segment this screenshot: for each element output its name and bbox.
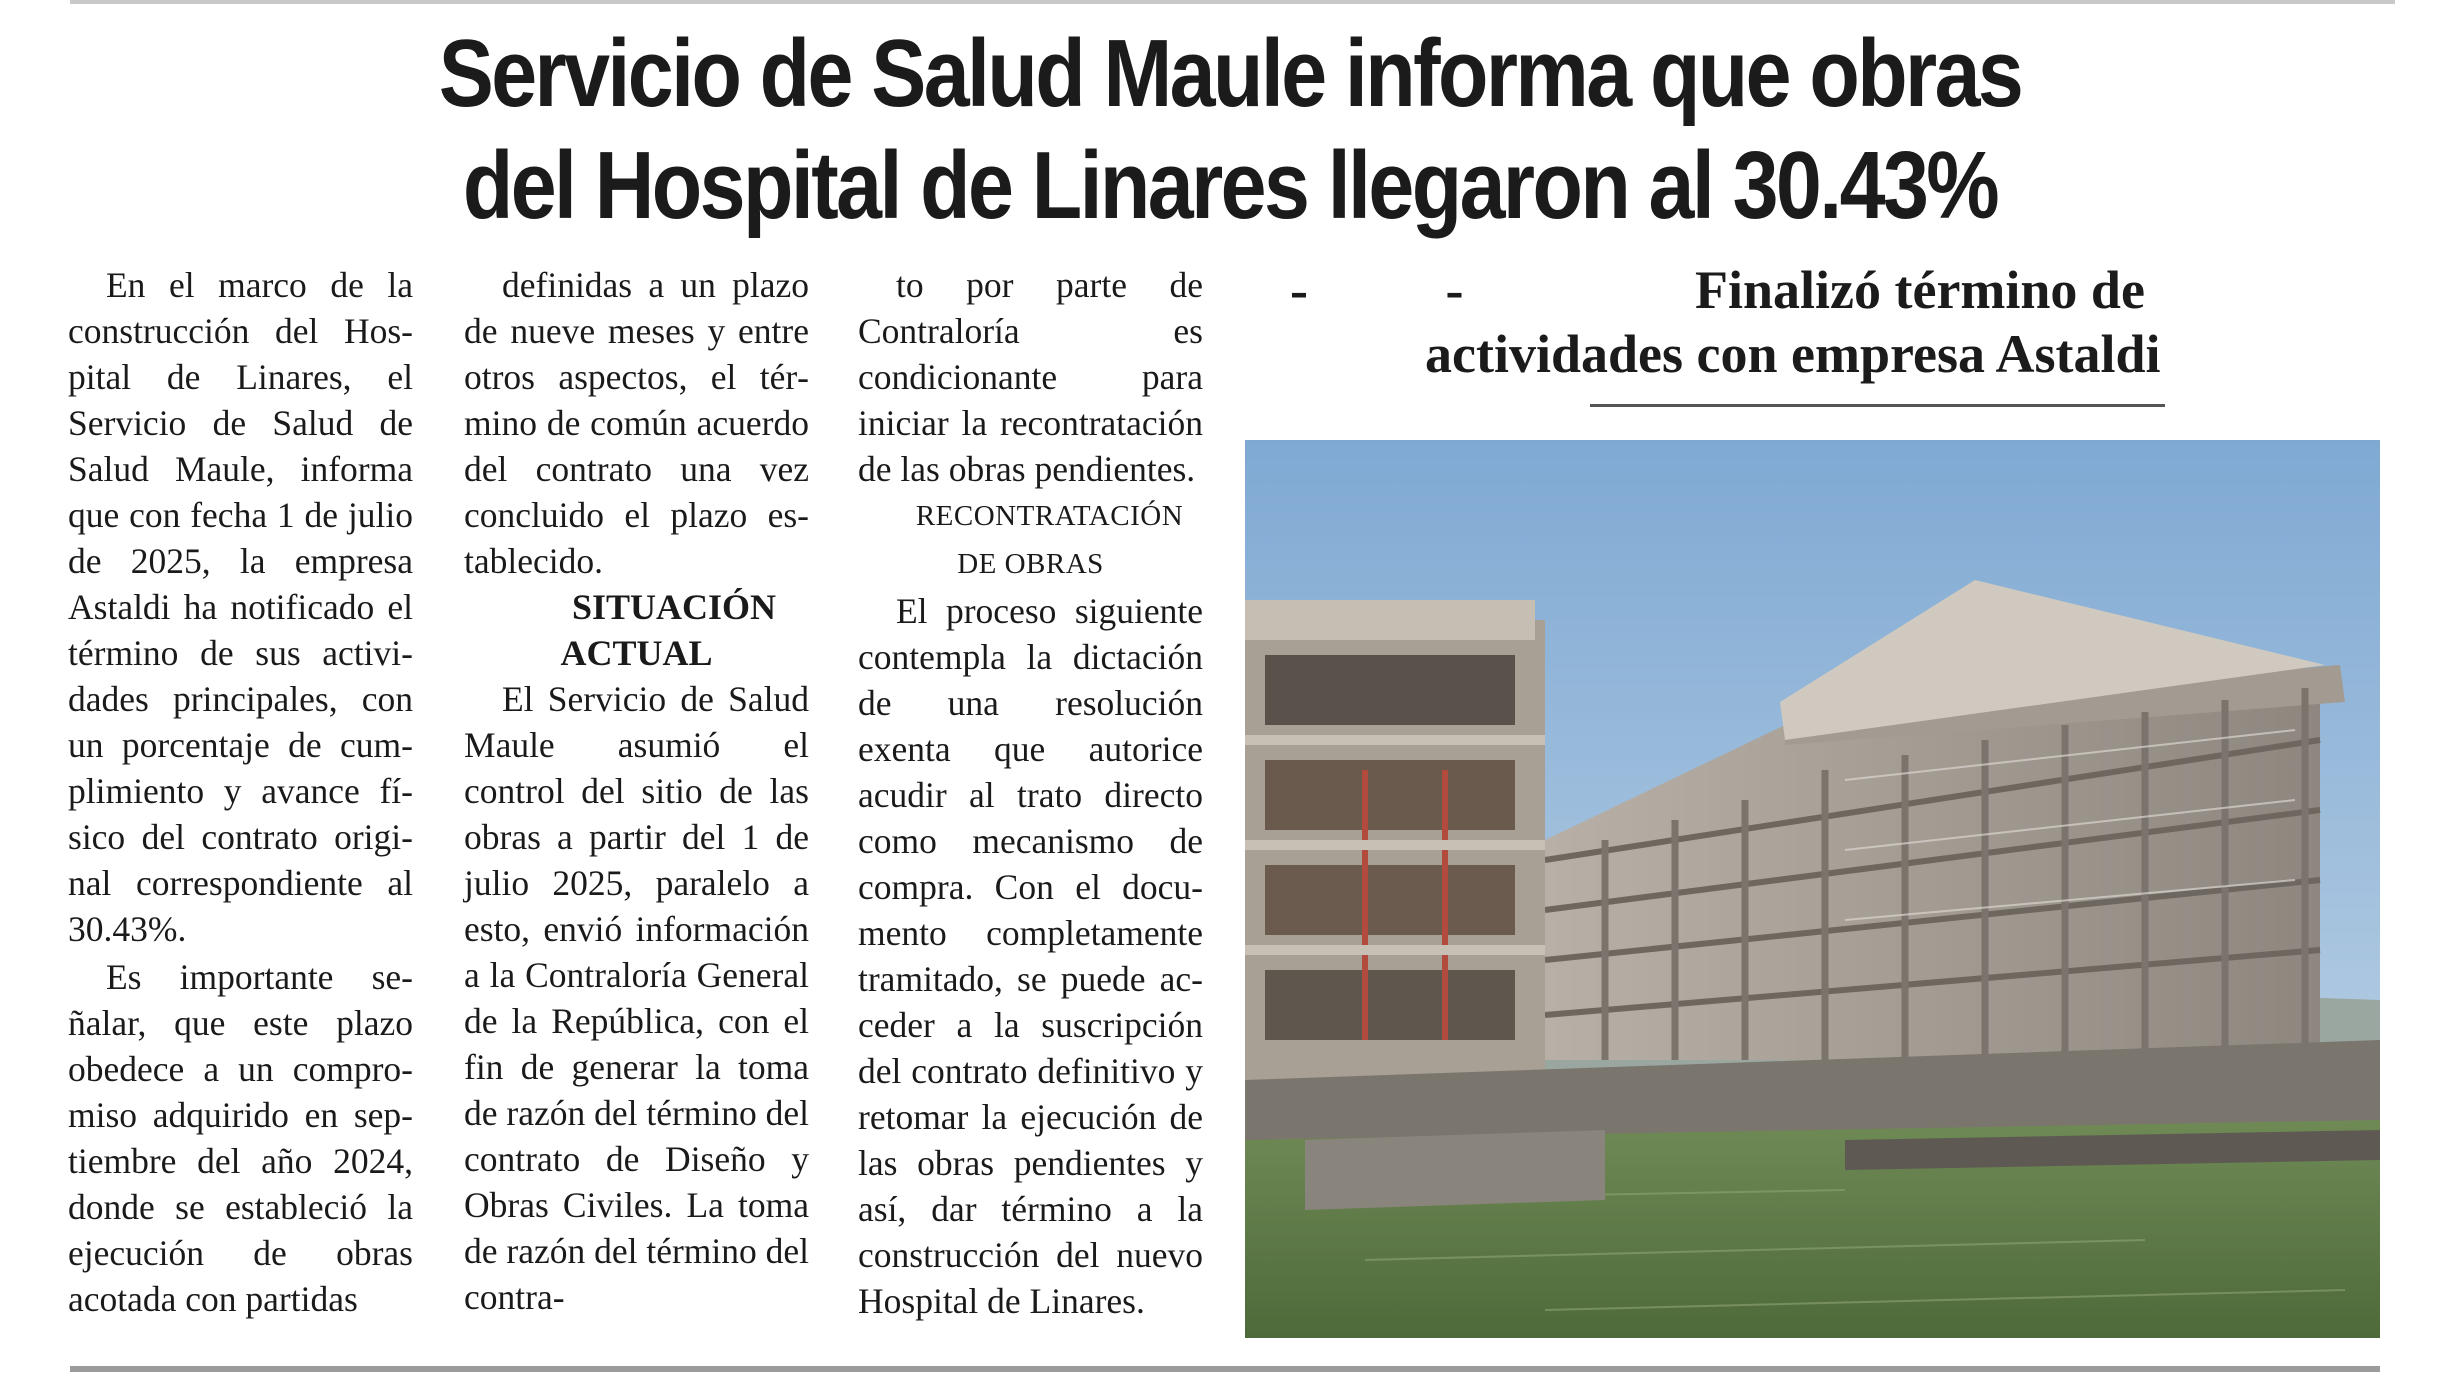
kicker-line-2: actividades con empresa Astaldi [1425, 324, 2161, 384]
article-column-3 [858, 262, 1203, 1324]
headline-line-1: Servicio de Salud Maule informa que obras [438, 20, 2022, 127]
hospital-construction-photo [1245, 440, 2380, 1338]
paragraph: El proceso siguiente contempla la dictación de una resolución exenta que autorice acudir al trato directo como mecanismo de compra. Con el documento completamente tramitado, se puede acceder a la suscripción del contrato definitivo y retomar la ejecución de las obras pendientes y así, dar término a la construcción del nuevo Hospital de Linares. [858, 591, 1203, 1321]
bottom-rule [70, 1366, 2380, 1372]
decorative-dashes: - - [1290, 260, 1526, 320]
subhead-line-2: DE OBRAS [957, 548, 1104, 580]
paragraph: to por parte de Contraloría es condicionante para iniciar la recontratación de las obras pendientes. [858, 265, 1203, 489]
paragraph: El Servicio de Salud Maule asumió el control del sitio de las obras a partir del 1 de julio 2025, paralelo a esto, envió información a la Contraloría General de la República, con el fin de generar la toma de razón del término del contrato de Diseño y Obras Civiles. La toma de razón del término del contra- [464, 679, 809, 1317]
article-column-2 [464, 262, 809, 1320]
kicker-underline [1590, 404, 2165, 407]
top-rule [70, 0, 2395, 4]
paragraph: Es importante señalar, que este plazo obedece a un compromiso adquirido en septiembre del año 2024, donde se estableció la ejecución de obras acotada con partidas [68, 957, 413, 1319]
subhead-line-1: RECONTRATACIÓN [915, 500, 1184, 532]
headline-line-2: del Hospital de Linares llegaron al 30.43% [462, 132, 1998, 239]
paragraph: definidas a un plazo de nueve meses y entre otros aspectos, el término de común acuerdo del contrato una vez concluido el plazo establecido. [464, 265, 809, 581]
construction-photo-illustration [1245, 440, 2380, 1338]
photo-kicker-title [1270, 258, 2400, 386]
section-subhead-recontratacion [858, 492, 1203, 588]
article-column-1 [68, 262, 413, 1322]
headline [172, 18, 2288, 242]
section-subhead-situacion-actual: SITUACIÓN ACTUAL [560, 587, 777, 673]
kicker-line-1: Finalizó término de [1695, 260, 2145, 320]
paragraph: En el marco de la construcción del Hospital de Linares, el Servicio de Salud de Salud Maule, informa que con fecha 1 de julio de 2025, la empresa Astaldi ha notificado el término de sus actividades principales, con un porcentaje de cumplimiento y avance físico del contrato original correspondiente al 30.43%. [68, 265, 413, 949]
